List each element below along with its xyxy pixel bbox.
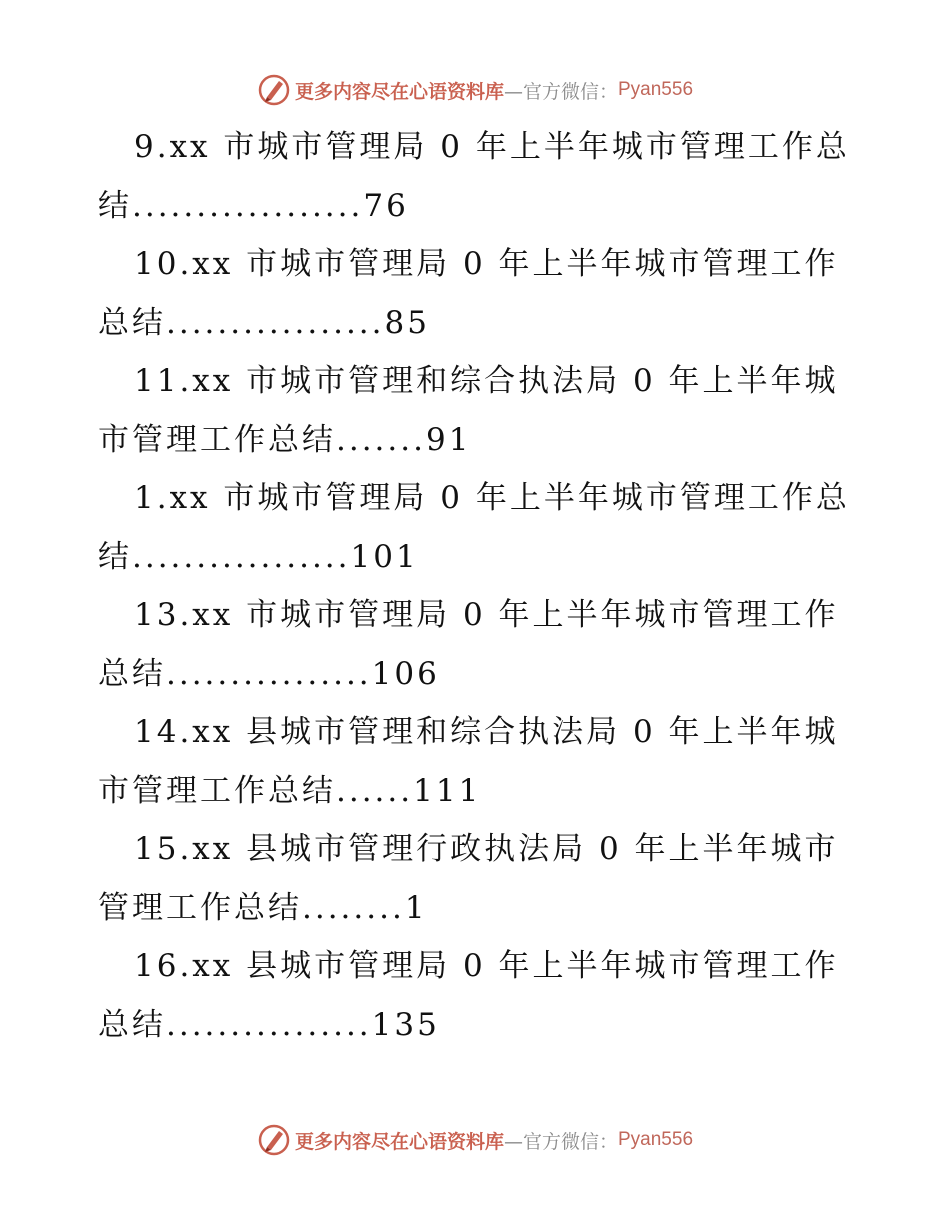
- toc-entry-continuation: 管理工作总结........1: [98, 889, 428, 926]
- toc-entry-continuation: 结.................101: [98, 538, 419, 575]
- toc-entry-title: 14.xx 县城市管理和综合执法局 0 年上半年城: [134, 714, 839, 750]
- toc-entry-title: 13.xx 市城市管理局 0 年上半年城市管理工作: [134, 597, 839, 633]
- watermark-wechat-id: Pyan556: [618, 1129, 694, 1150]
- footer-watermark: [0, 1120, 950, 1160]
- toc-entry-continuation: 结..................76: [98, 187, 409, 224]
- toc-entry-continuation: 总结................135: [98, 1006, 440, 1043]
- toc-entry-15[interactable]: [98, 820, 858, 937]
- toc-entry-16[interactable]: [98, 937, 858, 1054]
- toc-entry-9[interactable]: [98, 118, 858, 235]
- toc-entry-continuation: 市管理工作总结......111: [98, 772, 482, 809]
- toc-entry-title: 16.xx 县城市管理局 0 年上半年城市管理工作: [134, 948, 839, 984]
- toc-entry-title: 1.xx 市城市管理局 0 年上半年城市管理工作总: [134, 480, 850, 516]
- toc-entry-title: 15.xx 县城市管理行政执法局 0 年上半年城市: [134, 831, 839, 867]
- watermark-official-label: —官方微信：: [503, 80, 618, 103]
- watermark-brand: 更多内容尽在心语资料库: [294, 80, 504, 103]
- toc-entry-title: 11.xx 市城市管理和综合执法局 0 年上半年城: [134, 363, 839, 399]
- toc-entry-title: 10.xx 市城市管理局 0 年上半年城市管理工作: [134, 246, 839, 282]
- pen-logo-icon: [257, 1123, 291, 1157]
- watermark-brand: 更多内容尽在心语资料库: [294, 1130, 504, 1153]
- toc-entry-1[interactable]: [98, 469, 858, 586]
- header-watermark: [0, 70, 950, 110]
- toc-entry-continuation: 市管理工作总结.......91: [98, 421, 472, 458]
- toc-entry-11[interactable]: [98, 352, 858, 469]
- watermark-wechat-id: Pyan556: [618, 79, 694, 100]
- toc-entry-13[interactable]: [98, 586, 858, 703]
- toc-entry-14[interactable]: [98, 703, 858, 820]
- table-of-contents: [98, 118, 858, 1054]
- toc-entry-title: 9.xx 市城市管理局 0 年上半年城市管理工作总: [134, 129, 850, 165]
- toc-entry-continuation: 总结.................85: [98, 304, 430, 341]
- toc-entry-continuation: 总结................106: [98, 655, 440, 692]
- watermark-official-label: —官方微信：: [503, 1130, 618, 1153]
- pen-logo-icon: [257, 73, 291, 107]
- toc-entry-10[interactable]: [98, 235, 858, 352]
